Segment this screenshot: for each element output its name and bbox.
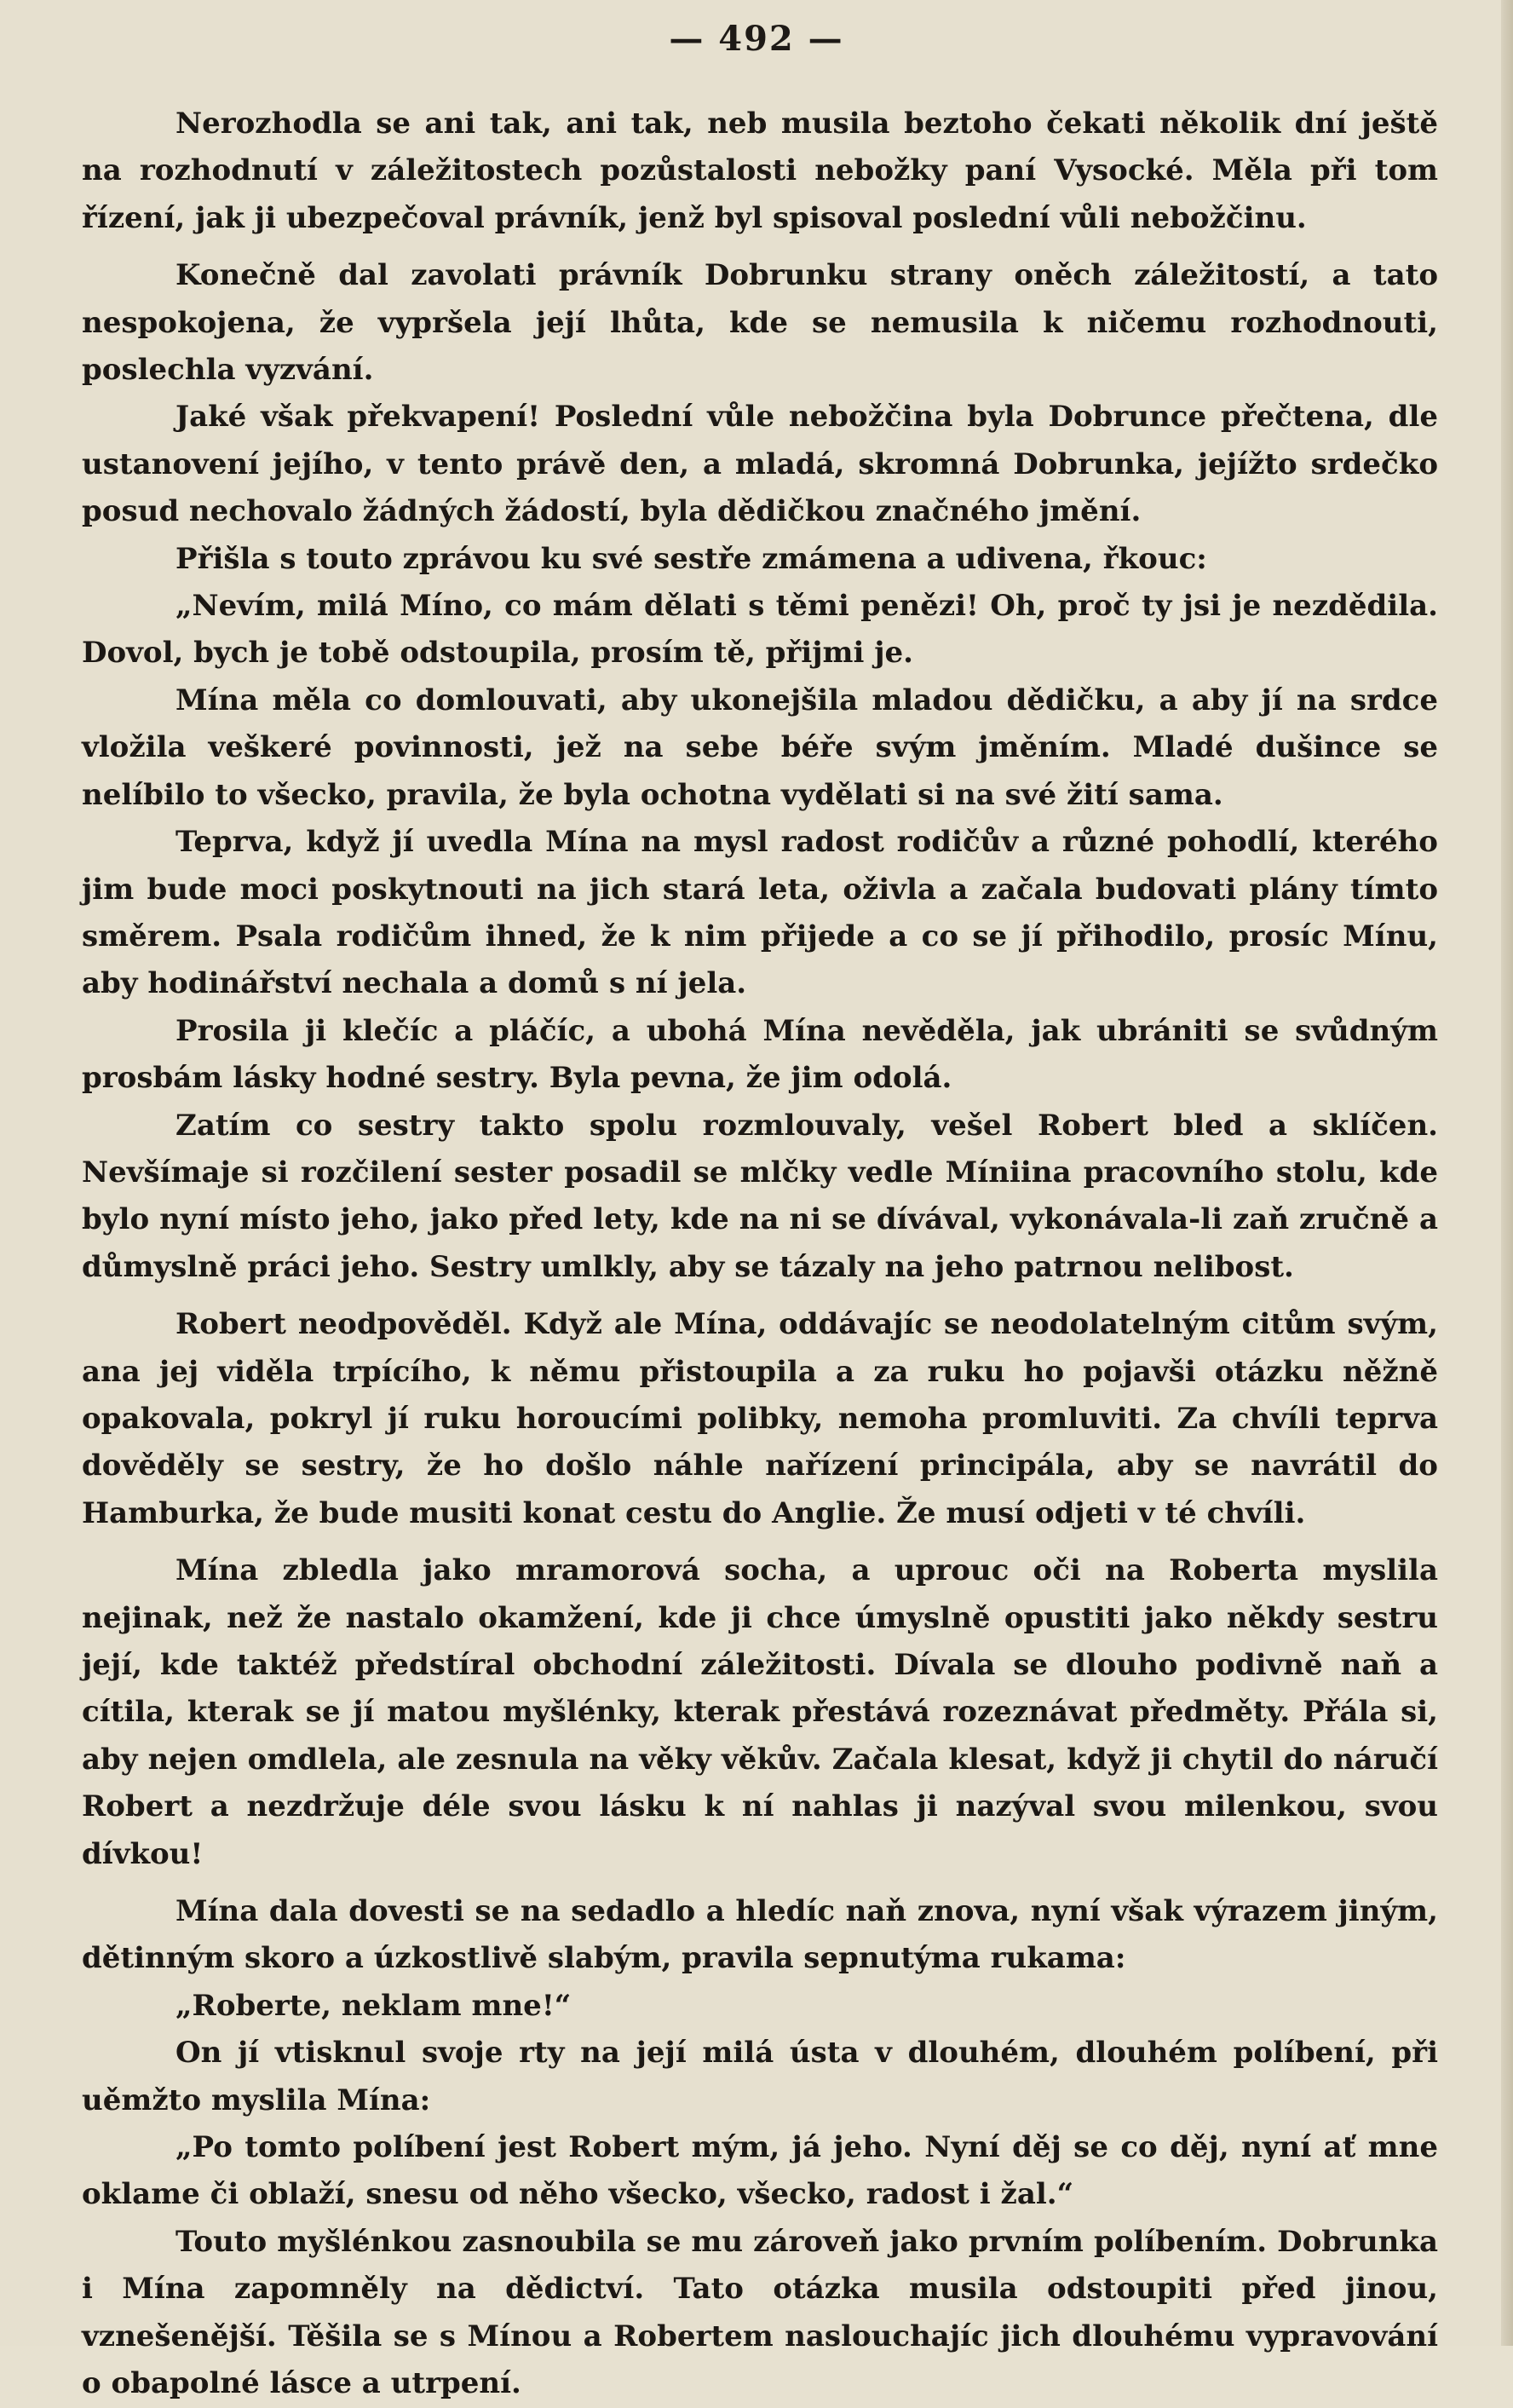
- paragraph: Zatím co sestry takto spolu rozmlouvaly, vešel Robert bled a sklíčen. Nevšímaje si rozčilení sester posadil se mlčky vedle Míniina pracovního stolu, kde bylo nyní místo jeho, jako před lety, kde na ni se dívával, vykonávala-li zaň zručně a důmyslně práci jeho. Sestry umlkly, aby se tázaly na jeho patrnou nelibost.: [82, 1108, 1438, 1284]
- paragraph: „Nevím, milá Míno, co mám dělati s těmi penězi! Oh, proč ty jsi je nezdědila. Dovol, bych je tobě odstoupila, prosím tě, přijmi je.: [82, 589, 1438, 671]
- paragraph: Konečně dal zavolati právník Dobrunku strany oněch záležitostí, a tato nespokojena, že vypršela její lhůta, kde se nemusila k ničemu rozhodnouti, poslechla vyzvání.: [82, 258, 1438, 388]
- paragraph: Robert neodpověděl. Když ale Mína, oddávajíc se neodolatelným citům svým, ana jej viděla trpícího, k němu přistoupila a za ruku ho pojavši otázku něžně opakovala, pokryl jí ruku horoucími polibky, nemoha promluviti. Za chvíli teprva dověděly se sestry, že ho došlo náhle nařízení principála, aby se navrátil do Hamburka, že bude musiti konat cestu do Anglie. Že musí odjeti v té chvíli.: [82, 1307, 1438, 1530]
- paragraph: Přišla s touto zprávou ku své sestře zmámena a udivena, řkouc:: [175, 541, 1207, 576]
- page-edge-shadow: [1501, 0, 1513, 2346]
- paragraph: Jaké však překvapení! Poslední vůle nebožčina byla Dobrunce přečtena, dle ustanovení jejího, v tento právě den, a mladá, skromná Dobrunka, jejížto srdečko posud nechovalo žádných žádostí, byla dědičkou značného jmění.: [82, 400, 1438, 529]
- page-number: — 492 —: [669, 19, 844, 59]
- paragraph: Nerozhodla se ani tak, ani tak, neb musila beztoho čekati několik dní ještě na rozhodnutí v záležitostech pozůstalosti nebožky paní Vysocké. Měla při tom řízení, jak ji ubezpečoval právník, jenž byl spisoval poslední vůli nebožčinu.: [82, 107, 1438, 235]
- paragraph: „Roberte, neklam mne!“: [175, 1988, 572, 2023]
- paragraph: Teprva, když jí uvedla Mína na mysl radost rodičův a různé pohodlí, kterého jim bude moci poskytnouti na jich stará leta, oživla a začala budovati plány tímto směrem. Psala rodičům ihned, že k nim přijede a co se jí přihodilo, prosíc Mínu, aby hodinářství nechala a domů s ní jela.: [82, 825, 1438, 1001]
- paragraph: Prosila ji klečíc a pláčíc, a ubohá Mína nevěděla, jak ubrániti se svůdným prosbám lásky hodné sestry. Byla pevna, že jim odolá.: [82, 1013, 1438, 1096]
- paragraph: On jí vtisknul svoje rty na její milá ústa v dlouhém, dlouhém políbení, při uěmžto myslila Mína:: [82, 2036, 1438, 2117]
- paragraph: Touto myšlénkou zasnoubila se mu zároveň jako prvním políbením. Dobrunka i Mína zapomněly na dědictví. Tato otázka musila odstoupiti před jinou, vznešenější. Těšila se s Mínou a Robertem naslouchajíc jich dlouhému vypravování o obapolné lásce a utrpení.: [82, 2224, 1438, 2401]
- body-text: [82, 101, 1438, 2408]
- paragraph: Mína dala dovesti se na sedadlo a hledíc naň znova, nyní však výrazem jiným, dětinným skoro a úzkostlivě slabým, pravila sepnutýma rukama:: [82, 1894, 1438, 1976]
- paragraph: Mína zbledla jako mramorová socha, a uprouc oči na Roberta myslila nejinak, než že nastalo okamžení, kde ji chce úmyslně opustiti jako někdy sestru její, kde taktéž předstíral obchodní záležitosti. Dívala se dlouho podivně naň a cítila, kterak se jí matou myšlénky, kterak přestává rozeznávat předměty. Přála si, aby nejen omdlela, ale zesnula na věky věkův. Začala klesat, když ji chytil do náručí Robert a nezdržuje déle svou lásku k ní nahlas ji nazýval svou milenkou, svou dívkou!: [82, 1553, 1438, 1871]
- paragraph: Mína měla co domlouvati, aby ukonejšila mladou dědičku, a aby jí na srdce vložila veškeré povinnosti, jež na sebe béře svým jměním. Mladé dušince se nelíbilo to všecko, pravila, že byla ochotna vydělati si na své žití sama.: [82, 683, 1438, 812]
- paragraph: „Po tomto políbení jest Robert mým, já jeho. Nyní děj se co děj, nyní ať mne oklame či oblaží, snesu od něho všecko, všecko, radost i žal.“: [82, 2130, 1438, 2212]
